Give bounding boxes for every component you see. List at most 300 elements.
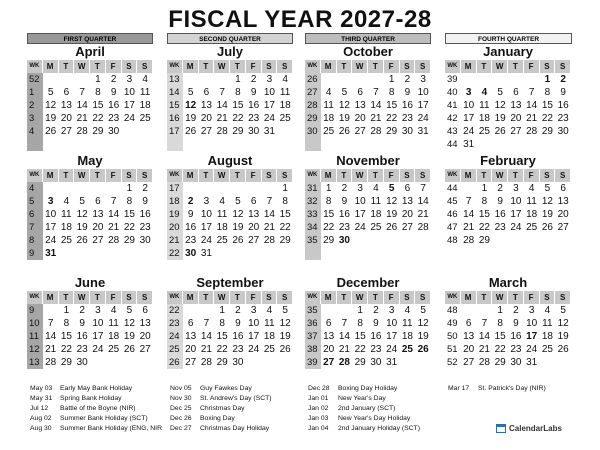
day-cell: 17: [417, 100, 429, 111]
week-number: 47: [447, 222, 458, 233]
day-cell: [137, 247, 153, 260]
month-name: February: [480, 153, 536, 168]
day-cell: [352, 247, 368, 260]
day-cell: 9: [373, 318, 379, 329]
day-cell: [368, 73, 384, 86]
weekday-label: M: [461, 60, 477, 73]
day-cell: [137, 138, 153, 151]
weekday-label: M: [321, 291, 337, 304]
day-cell: 25: [478, 126, 490, 137]
day-cell: 23: [494, 222, 506, 233]
day-cell: 10: [248, 318, 260, 329]
day-cell: [352, 234, 368, 247]
day-cell: 9: [404, 87, 411, 98]
day-cell: 12: [45, 100, 57, 111]
day-cell: 25: [526, 222, 538, 233]
holiday-item: [448, 384, 546, 394]
day-cell: 1: [95, 74, 101, 85]
day-cell: 15: [92, 100, 104, 111]
month-name: August: [207, 153, 253, 168]
day-cell: 9: [497, 196, 503, 207]
day-cell: 21: [370, 113, 382, 124]
day-cell: [337, 247, 353, 260]
day-cell: 25: [216, 235, 228, 246]
day-cell: 20: [92, 222, 104, 233]
day-cell: 20: [401, 209, 413, 220]
day-cell: 4: [404, 305, 411, 316]
day-cell: 1: [388, 74, 395, 85]
weekday-label: S: [555, 169, 571, 182]
day-cell: 5: [235, 196, 241, 207]
weekday-label: S: [540, 169, 556, 182]
month-march: [445, 275, 571, 369]
day-cell: 26: [338, 126, 350, 137]
day-cell: 29: [354, 357, 366, 368]
day-cell: 30: [557, 126, 569, 137]
day-cell: 13: [557, 196, 569, 207]
day-cell: 19: [185, 113, 197, 124]
week-row: [167, 125, 293, 138]
day-cell: 16: [248, 100, 260, 111]
day-cell: 24: [200, 235, 212, 246]
day-cell: [368, 234, 384, 247]
day-cell: 11: [108, 318, 119, 329]
day-cell: [74, 247, 90, 260]
day-cell: 12: [386, 196, 398, 207]
day-cell: 18: [323, 113, 335, 124]
holiday-name: Guy Fawkes Day: [200, 385, 252, 392]
weekday-label: S: [277, 291, 293, 304]
week-number: 17: [167, 182, 183, 195]
day-cell: 22: [386, 113, 398, 124]
week-row: [445, 182, 571, 195]
day-cell: [43, 304, 59, 317]
holiday-date: May 03: [30, 385, 53, 392]
week-number: 13: [167, 73, 183, 86]
day-cell: [477, 138, 493, 151]
day-cell: 9: [187, 209, 194, 220]
day-cell: 19: [557, 331, 569, 342]
week-row: [167, 221, 293, 234]
day-cell: 19: [279, 331, 291, 342]
day-cell: 8: [497, 318, 503, 329]
day-cell: [214, 182, 230, 195]
week-number: 38: [305, 343, 321, 356]
day-cell: [183, 304, 199, 317]
day-cell: 26: [386, 222, 398, 233]
day-cell: [477, 247, 493, 260]
day-cell: 2: [560, 74, 566, 85]
day-cell: 4: [282, 74, 288, 85]
day-cell: 14: [463, 209, 475, 220]
day-cell: 28: [370, 126, 382, 137]
week-row: [167, 73, 293, 86]
week-row: [167, 317, 293, 330]
day-cell: [352, 138, 368, 151]
week-row: [445, 112, 571, 125]
day-cell: [59, 73, 75, 86]
day-cell: 25: [108, 344, 120, 355]
week-number: 35: [305, 234, 321, 247]
week-number: 52: [27, 73, 43, 86]
day-cell: [43, 182, 59, 195]
weekday-header: [445, 291, 571, 304]
day-cell: 29: [386, 126, 398, 137]
week-row: [27, 125, 153, 138]
week-number: 35: [305, 304, 321, 317]
holiday-date: Jul 12: [30, 405, 49, 412]
day-cell: 6: [357, 87, 363, 98]
week-row: [27, 112, 153, 125]
day-cell: 22: [323, 222, 335, 233]
weekday-label: T: [230, 291, 246, 304]
month-name: March: [488, 275, 528, 290]
holiday-item: [30, 414, 162, 424]
day-cell: 26: [279, 344, 291, 355]
holiday-date: Jan 01: [308, 395, 329, 402]
day-cell: [137, 356, 153, 369]
day-cell: 2: [79, 305, 85, 316]
day-cell: 29: [478, 235, 490, 246]
week-number: 12: [27, 343, 43, 356]
day-cell: 2: [142, 183, 148, 194]
weekday-label: M: [183, 169, 199, 182]
day-cell: 22: [279, 222, 291, 233]
week-number: 51: [447, 344, 458, 355]
day-cell: 7: [420, 183, 426, 194]
day-cell: 16: [76, 331, 88, 342]
weekday-label: S: [277, 169, 293, 182]
day-cell: 2: [187, 196, 194, 207]
weekday-label: W: [74, 169, 90, 182]
day-cell: 6: [513, 87, 519, 98]
day-cell: [368, 247, 384, 260]
week-row: [445, 195, 571, 208]
day-cell: [199, 138, 215, 151]
week-number: 8: [27, 234, 43, 247]
day-cell: 6: [95, 196, 101, 207]
week-row: [305, 86, 431, 99]
day-cell: [415, 247, 431, 260]
day-cell: 4: [219, 196, 225, 207]
day-cell: 5: [47, 87, 54, 98]
day-cell: 29: [123, 235, 135, 246]
day-cell: 13: [60, 100, 72, 111]
day-cell: [400, 247, 416, 260]
day-cell: 23: [370, 344, 382, 355]
day-cell: 30: [248, 126, 260, 137]
week-row: [305, 125, 431, 138]
week-number: 7: [27, 221, 43, 234]
week-row: [445, 343, 571, 356]
month-name: September: [196, 275, 264, 290]
month-name: January: [483, 44, 533, 59]
day-cell: 4: [544, 305, 551, 316]
week-row: [305, 195, 431, 208]
week-number-header: WK: [27, 169, 43, 182]
day-cell: 16: [370, 331, 382, 342]
holiday-name: St. Patrick's Day (NIR): [478, 385, 546, 392]
week-row: [445, 304, 571, 317]
week-number: 37: [305, 330, 321, 343]
week-row: [305, 356, 431, 369]
day-cell: [277, 125, 293, 138]
day-cell: 10: [463, 100, 475, 111]
day-cell: 3: [420, 74, 426, 85]
weekday-label: S: [400, 291, 416, 304]
week-row: [445, 138, 571, 151]
day-cell: [477, 73, 493, 86]
holiday-item: [170, 414, 272, 424]
day-cell: 24: [386, 344, 398, 355]
day-cell: 24: [463, 126, 475, 137]
day-cell: 31: [463, 139, 475, 150]
day-cell: 7: [110, 196, 117, 207]
day-cell: 5: [544, 183, 551, 194]
second-quarter-label: SECOND QUARTER: [167, 33, 293, 44]
holiday-item: [170, 394, 272, 404]
week-number: 32: [305, 195, 321, 208]
week-row: [445, 125, 571, 138]
week-row: [305, 343, 431, 356]
day-cell: 14: [417, 196, 429, 207]
holiday-item: [170, 384, 272, 394]
week-number: 48: [447, 305, 458, 316]
day-cell: 7: [341, 318, 348, 329]
day-cell: 15: [123, 209, 135, 220]
day-cell: 13: [92, 209, 104, 220]
day-cell: 18: [401, 331, 413, 342]
week-row: [27, 221, 153, 234]
month-june: [27, 275, 153, 369]
day-cell: [555, 356, 571, 369]
day-cell: [540, 234, 556, 247]
day-cell: 22: [92, 113, 104, 124]
day-cell: 9: [110, 87, 117, 98]
day-cell: 28: [76, 126, 88, 137]
week-number: 34: [305, 221, 321, 234]
weekday-label: T: [368, 169, 384, 182]
day-cell: 21: [478, 344, 490, 355]
day-cell: 16: [494, 209, 506, 220]
day-cell: 25: [139, 113, 151, 124]
day-cell: [400, 138, 416, 151]
day-cell: 20: [200, 113, 212, 124]
day-cell: 17: [463, 113, 475, 124]
day-cell: 6: [560, 183, 566, 194]
weekday-label: T: [368, 291, 384, 304]
week-row: [167, 304, 293, 317]
day-cell: [106, 247, 122, 260]
week-row: [305, 138, 431, 151]
day-cell: 3: [388, 305, 395, 316]
day-cell: 3: [357, 183, 363, 194]
day-cell: 12: [76, 209, 88, 220]
week-number: 10: [27, 317, 43, 330]
day-cell: [492, 138, 508, 151]
week-number: 16: [167, 112, 183, 125]
week-number: 31: [305, 182, 321, 195]
day-cell: 22: [232, 113, 244, 124]
day-cell: 27: [463, 357, 475, 368]
weekday-label: W: [352, 60, 368, 73]
week-number: 17: [167, 125, 183, 138]
week-row: [445, 221, 571, 234]
day-cell: 1: [481, 183, 488, 194]
holiday-name: 2nd January (SCT): [338, 405, 396, 412]
day-cell: [337, 73, 353, 86]
weekday-label: S: [415, 60, 431, 73]
holiday-list-1: [30, 384, 162, 434]
week-number: 39: [447, 74, 458, 85]
week-row: [27, 247, 153, 260]
day-cell: 8: [325, 196, 332, 207]
day-cell: [524, 247, 540, 260]
day-cell: 25: [279, 113, 291, 124]
holiday-date: Aug 30: [30, 425, 52, 432]
day-cell: 25: [263, 344, 275, 355]
weekday-label: T: [337, 169, 353, 182]
calendarlabs-logo: [496, 424, 562, 433]
day-cell: 8: [126, 196, 133, 207]
week-number: 52: [447, 357, 458, 368]
week-number: 5: [27, 195, 43, 208]
day-cell: 9: [513, 318, 519, 329]
day-cell: 9: [341, 196, 348, 207]
weekday-label: T: [59, 169, 75, 182]
weekday-label: W: [492, 169, 508, 182]
day-cell: 14: [526, 100, 538, 111]
week-row: [167, 86, 293, 99]
day-cell: 5: [126, 305, 133, 316]
weekday-header: [305, 291, 431, 304]
day-cell: 31: [417, 126, 429, 137]
day-cell: 26: [232, 235, 244, 246]
day-cell: 7: [528, 87, 535, 98]
weekday-label: T: [90, 291, 106, 304]
day-cell: 24: [92, 344, 104, 355]
weekday-label: S: [122, 291, 138, 304]
day-cell: 27: [185, 357, 197, 368]
day-cell: 4: [63, 196, 70, 207]
day-cell: 15: [232, 100, 244, 111]
week-number: 22: [167, 304, 183, 317]
day-cell: 20: [323, 344, 335, 355]
day-cell: 11: [139, 87, 151, 98]
day-cell: 12: [557, 318, 569, 329]
week-number-header: WK: [167, 291, 183, 304]
day-cell: 1: [126, 183, 133, 194]
day-cell: 27: [200, 126, 212, 137]
day-cell: [137, 125, 153, 138]
day-cell: 16: [185, 222, 197, 233]
week-number-header: WK: [305, 291, 321, 304]
day-cell: [106, 138, 122, 151]
day-cell: 17: [510, 209, 522, 220]
day-cell: [321, 304, 337, 317]
day-cell: 14: [263, 209, 275, 220]
week-row: [445, 86, 571, 99]
day-cell: [384, 138, 400, 151]
day-cell: 30: [401, 126, 413, 137]
day-cell: [106, 356, 122, 369]
week-row: [27, 356, 153, 369]
day-cell: 24: [45, 235, 57, 246]
week-number: 28: [305, 99, 321, 112]
week-row: [305, 208, 431, 221]
day-cell: 22: [123, 222, 135, 233]
month-name: December: [336, 275, 400, 290]
day-cell: 27: [401, 222, 413, 233]
weekday-label: T: [508, 60, 524, 73]
day-cell: 14: [200, 331, 212, 342]
weekday-label: S: [137, 60, 153, 73]
day-cell: 6: [465, 318, 472, 329]
day-cell: 28: [200, 357, 212, 368]
month-name: May: [77, 153, 103, 168]
week-row: [445, 234, 571, 247]
week-row: [167, 138, 293, 151]
day-cell: 16: [108, 100, 120, 111]
day-cell: 19: [45, 113, 57, 124]
day-cell: [540, 247, 556, 260]
day-cell: 13: [401, 196, 413, 207]
day-cell: 8: [481, 196, 488, 207]
week-row: [167, 195, 293, 208]
day-cell: 23: [139, 222, 151, 233]
day-cell: 19: [123, 331, 135, 342]
day-cell: [461, 182, 477, 195]
weekday-label: S: [415, 291, 431, 304]
week-row: [305, 304, 431, 317]
day-cell: 30: [108, 126, 120, 137]
day-cell: [122, 356, 138, 369]
weekday-label: F: [384, 60, 400, 73]
day-cell: 21: [108, 222, 120, 233]
day-cell: 17: [92, 331, 104, 342]
day-cell: 21: [45, 344, 57, 355]
day-cell: 24: [510, 222, 522, 233]
day-cell: 20: [185, 344, 197, 355]
day-cell: 14: [108, 209, 120, 220]
day-cell: 24: [417, 113, 429, 124]
week-number-header: WK: [305, 60, 321, 73]
day-cell: [337, 304, 353, 317]
day-cell: [384, 234, 400, 247]
day-cell: 10: [526, 318, 538, 329]
day-cell: 11: [279, 87, 291, 98]
day-cell: 4: [528, 183, 535, 194]
day-cell: 16: [232, 331, 244, 342]
day-cell: 12: [494, 100, 506, 111]
month-name: April: [75, 44, 105, 59]
day-cell: 10: [200, 209, 212, 220]
day-cell: 15: [354, 331, 366, 342]
holiday-name: Christmas Day: [200, 405, 245, 412]
weekday-label: T: [508, 169, 524, 182]
week-number: 26: [305, 73, 321, 86]
weekday-label: T: [368, 60, 384, 73]
day-cell: [262, 356, 278, 369]
day-cell: 30: [370, 357, 382, 368]
day-cell: 1: [497, 305, 503, 316]
day-cell: 26: [76, 235, 88, 246]
day-cell: 9: [142, 196, 148, 207]
day-cell: 18: [216, 222, 228, 233]
day-cell: 12: [541, 196, 553, 207]
day-cell: 8: [219, 318, 225, 329]
day-cell: [540, 138, 556, 151]
